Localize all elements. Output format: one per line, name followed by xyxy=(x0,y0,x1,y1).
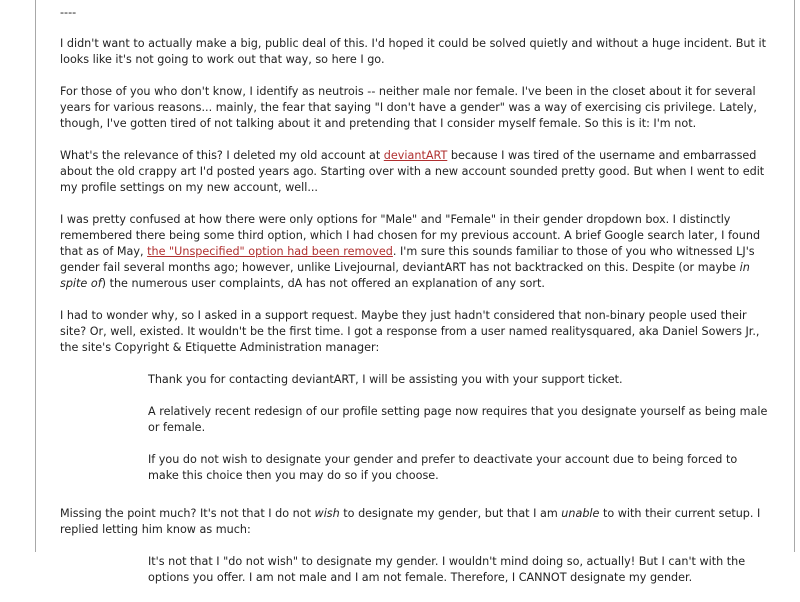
deviantart-link[interactable]: deviantART xyxy=(383,149,448,162)
unspecified-removed-link[interactable]: the "Unspecified" option had been removed xyxy=(147,245,393,258)
paragraph-dropdown-text-middle: . I'm sure this sounds familiar to those of you who witnessed LJ's gender fail several months ago; however, unlike Livejournal, deviantART has not backtracked on this. Despite (or maybe xyxy=(60,245,755,274)
page-frame xyxy=(35,0,795,584)
paragraph-dropdown-text-start: I was pretty confused at how there were only options for "Male" and "Female" in their gender dropdown box. I distinctly remembered there being some third option, which I had chosen for my previous account. A brief Google search later, I found that as of May, xyxy=(60,213,761,258)
paragraph-missing-point-text-middle: to designate my gender, but that I am xyxy=(339,507,562,520)
paragraph-intro: I didn't want to actually make a big, public deal of this. I'd hoped it could be solved quietly and without a huge incident. But it looks like it's not going to work out that way, so here I go. xyxy=(60,37,766,66)
paragraph-missing-point-text-start: Missing the point much? It's not that I do not xyxy=(60,507,315,520)
quote-line: If you do not wish to designate your gender and prefer to deactivate your account due to being forced to make this choice then you may do so if you choose. xyxy=(148,453,738,482)
paragraph-dropdown-emphasis: in spite of xyxy=(60,261,750,290)
paragraph-support-request: I had to wonder why, so I asked in a support request. Maybe they just hadn't considered that non-binary people used their site? Or, well, existed. It wouldn't be the first time. I got a response from a user named realitysquared, aka Daniel Sowers Jr., the site's Copyright & Etiquette Administration manager: xyxy=(60,309,760,354)
post-body xyxy=(60,5,776,602)
paragraph-dropdown xyxy=(60,212,776,292)
quote-line: Thank you for contacting deviantART, I will be assisting you with your support ticket. xyxy=(148,373,623,386)
my-reply-quote xyxy=(148,554,768,586)
paragraph-relevance-text-end: because I was tired of the username and embarrassed about the old crappy art I'd posted years ago. Starting over with a new account sounded pretty good. But when I went to edit my profile settings on my new account, well... xyxy=(60,149,765,194)
quote-line: It's not that I "do not wish" to designate my gender. I wouldn't mind doing so, actually! But I can't with the options you offer. I am not male and I am not female. Therefore, I CANNOT designate my gender. xyxy=(148,555,746,584)
emphasis-wish: wish xyxy=(314,507,340,520)
paragraph-missing-point xyxy=(60,506,776,538)
quote-line: A relatively recent redesign of our profile setting page now requires that you designate yourself as being male or female. xyxy=(148,405,768,434)
paragraph-dropdown-text-end: ) the numerous user complaints, dA has not offered an explanation of any sort. xyxy=(101,277,545,290)
emphasis-unable: unable xyxy=(561,507,600,520)
support-reply-quote xyxy=(148,372,768,484)
paragraph-relevance-text-start: What's the relevance of this? I deleted my old account at xyxy=(60,149,384,162)
paragraph-relevance xyxy=(60,148,776,196)
paragraph-missing-point-text-end: to with their current setup. I replied letting him know as much: xyxy=(60,507,761,536)
separator: ---- xyxy=(60,6,77,19)
paragraph-identity: For those of you who don't know, I identify as neutrois -- neither male nor female. I've been in the closet about it for several years for various reasons... mainly, the fear that saying "I don't have a gender" was a way of exercising cis privilege. Lately, though, I've gotten tired of not talking about it and pretending that I consider myself female. So this is it: I'm not. xyxy=(60,85,757,130)
